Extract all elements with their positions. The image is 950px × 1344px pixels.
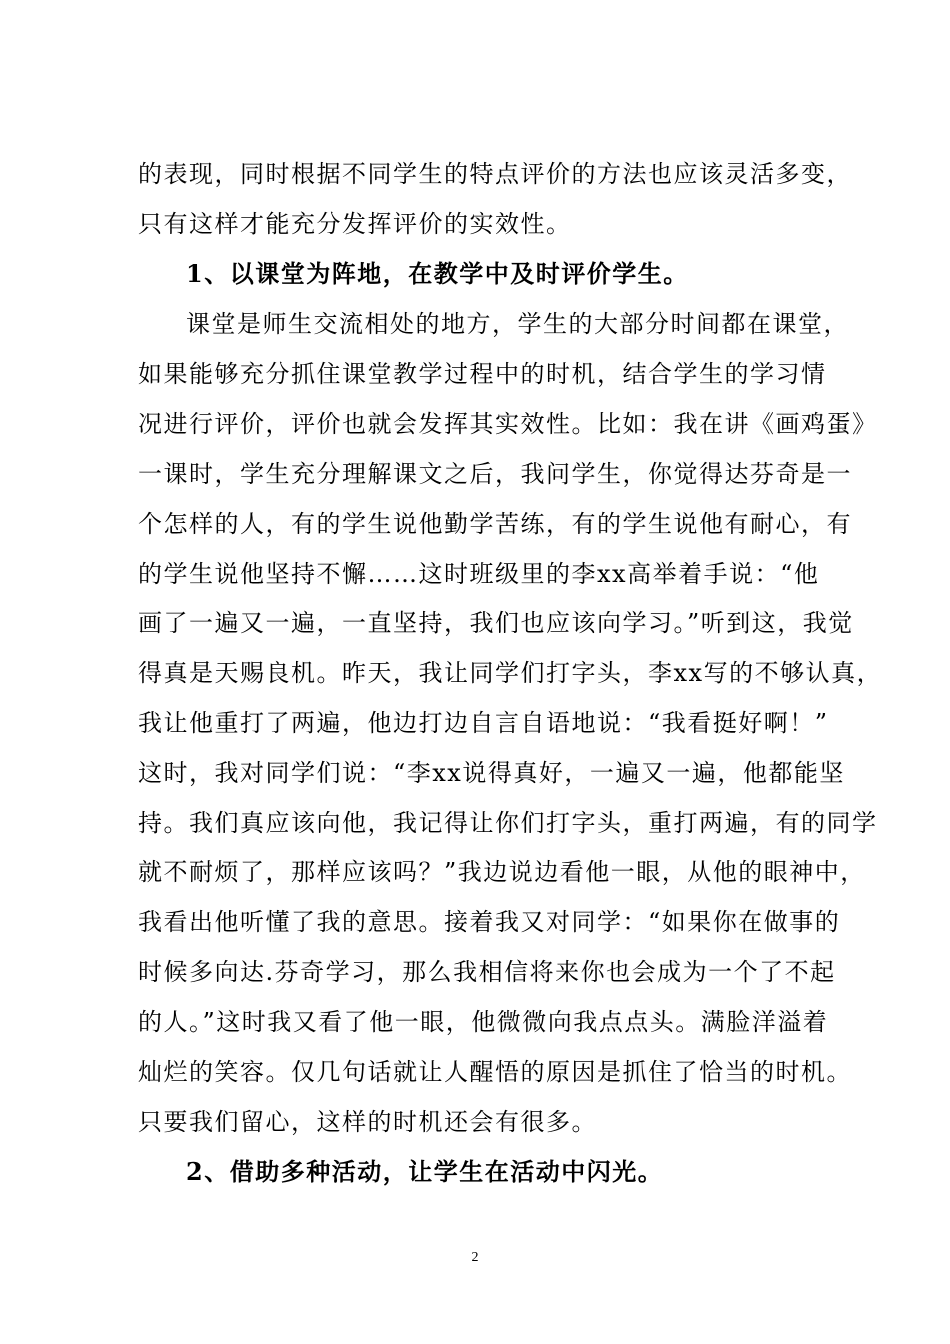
page-number: 2 <box>471 1250 479 1265</box>
body-text-line: 如果能够充分抓住课堂教学过程中的时机，结合学生的学习情 <box>138 360 827 388</box>
body-text-line: 时候多向达.芬奇学习，那么我相信将来你也会成为一个了不起 <box>138 958 836 986</box>
body-text-line: 我让他重打了两遍，他边打边自言自语地说：“我看挺好啊！” <box>138 709 829 737</box>
body-text-line: 一课时，学生充分理解课文之后，我问学生，你觉得达芬奇是一 <box>138 460 852 488</box>
body-text-line: 况进行评价，评价也就会发挥其实效性。比如：我在讲《画鸡蛋》 <box>138 410 878 438</box>
body-text-line: 灿烂的笑容。仅几句话就让人醒悟的原因是抓住了恰当的时机。 <box>138 1058 852 1086</box>
body-text-line: 个怎样的人，有的学生说他勤学苦练，有的学生说他有耐心，有 <box>138 510 852 538</box>
body-text-line: 只有这样才能充分发挥评价的实效性。 <box>138 210 572 238</box>
body-text-line: 这时，我对同学们说：“李xx说得真好，一遍又一遍，他都能坚 <box>138 759 845 787</box>
section-heading-1: 1、以课堂为阵地，在教学中及时评价学生。 <box>186 259 689 288</box>
body-text-line: 就不耐烦了，那样应该吗？”我边说边看他一眼，从他的眼神中， <box>138 858 866 886</box>
body-text-line: 持。我们真应该向他，我记得让你们打字头，重打两遍，有的同学 <box>138 809 878 837</box>
body-text-line: 的学生说他坚持不懈……这时班级里的李xx高举着手说：“他 <box>138 560 820 588</box>
body-text-line: 的人。”这时我又看了他一眼，他微微向我点点头。满脸洋溢着 <box>138 1008 829 1036</box>
body-text-line: 只要我们留心，这样的时机还会有很多。 <box>138 1108 597 1136</box>
body-text-line: 画了一遍又一遍，一直坚持，我们也应该向学习。”听到这，我觉 <box>138 609 854 637</box>
body-text-line: 得真是天赐良机。昨天，我让同学们打字头，李xx写的不够认真， <box>138 659 883 687</box>
section-heading-2: 2、借助多种活动，让学生在活动中闪光。 <box>186 1157 664 1186</box>
body-text-line: 的表现，同时根据不同学生的特点评价的方法也应该灵活多变， <box>138 160 852 188</box>
paragraph-first-line: 课堂是师生交流相处的地方，学生的大部分时间都在课堂， <box>186 310 849 338</box>
body-text-line: 我看出他听懂了我的意思。接着我又对同学：“如果你在做事的 <box>138 908 841 936</box>
